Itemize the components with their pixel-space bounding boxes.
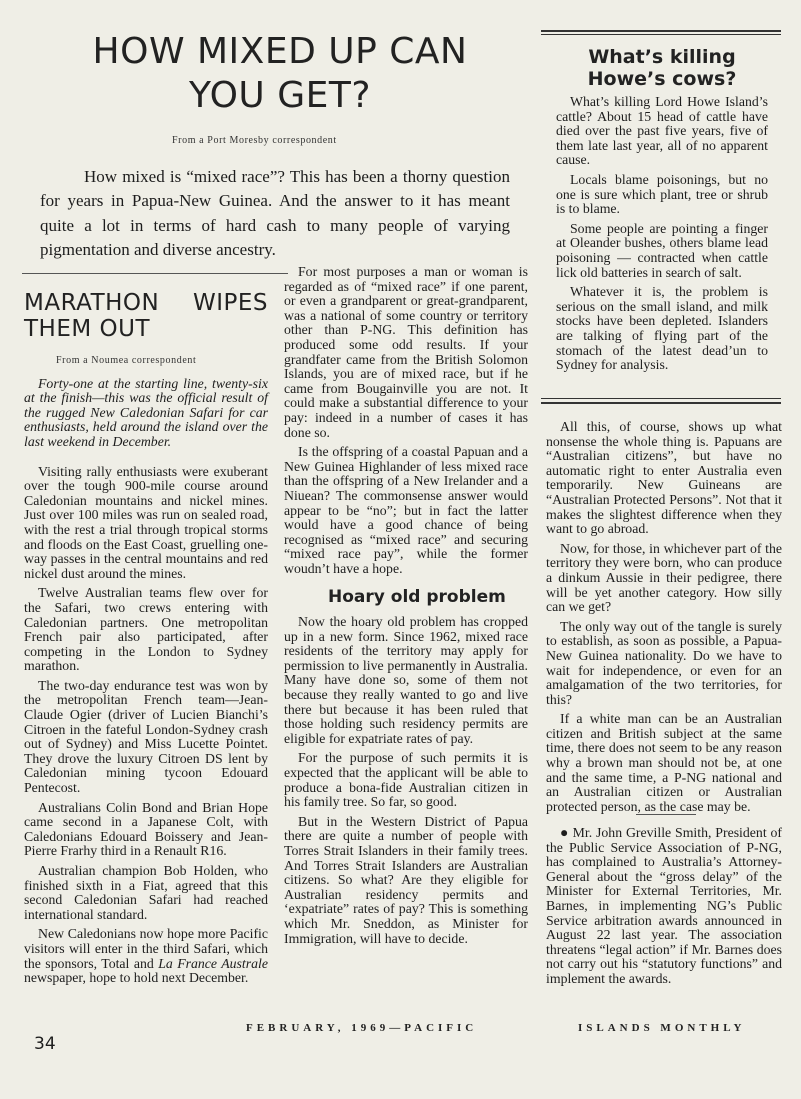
- box-bottom-rule: [541, 402, 781, 404]
- body-paragraph: Now the hoary old problem has cropped up in a new form. Since 1962, mixed race residents of the territory may apply for permission to live permanently in Australia. Many have done so, some of them not because they really wanted to go and live there but because it has been ruled that those holding such residency permits are eligible for expatriate rates of pay.: [284, 614, 528, 746]
- headline-line-1: HOW MIXED UP CAN: [92, 31, 468, 72]
- marathon-article: [24, 290, 268, 991]
- marathon-headline: [24, 290, 268, 342]
- cows-paragraph: What’s killing Lord Howe Island’s cattle? About 15 head of cattle have died over the past five years, five of them late last year, all of no apparent cause.: [556, 94, 768, 168]
- bullet-icon: ●: [560, 825, 569, 840]
- body-paragraph: For most purposes a man or woman is regarded as of “mixed race” if one parent, or even a grandparent or great-grandparent, was a national of some country or territory other than P-NG. This definition has produced some odd results. If your grandfater came from the British Solomon Islands, you are of mixed race, but if he came from Bougainville you are not. It could make a substantial difference to your pay: indeed in a number of cases it has done so.: [284, 264, 528, 440]
- cows-headline-line-1: What’s killing: [588, 46, 736, 68]
- public-service-item: [546, 826, 782, 992]
- marathon-headline-line-1: MARATHON WIPES: [24, 290, 268, 316]
- short-divider: [636, 814, 696, 815]
- marathon-text: newspaper, hope to hold next December.: [24, 970, 249, 986]
- footer-right: ISLANDS MONTHLY: [578, 1022, 746, 1034]
- box-top-rule: [541, 34, 781, 35]
- divider-rule: [22, 273, 288, 274]
- cows-article: [556, 46, 768, 378]
- marathon-headline-line-2: THEM OUT: [24, 316, 151, 342]
- marathon-paragraph: Australian champion Bob Holden, who finished sixth in a Fiat, agreed that this second Caledonian Safari had reached international standard.: [24, 863, 268, 922]
- marathon-text: New Caledonians now hope more Pacific visitors will enter in the third Safari, which the sponsors, Total and: [24, 926, 268, 971]
- newspaper-name: La France Australe: [158, 955, 268, 971]
- cows-headline-line-2: Howe’s cows?: [587, 68, 737, 90]
- body-paragraph: Is the offspring of a coastal Papuan and a New Guinea Highlander of less mixed race than the offspring of a New Irelander and a Niuean? The commonsense answer would appear to be “no”; but in fact the latter would have a good chance of being recognised as “mixed race” and securing “mixed race pay”, while the former woudn’t have a hope.: [284, 444, 528, 576]
- footer-left: FEBRUARY, 1969—PACIFIC: [246, 1022, 478, 1034]
- marathon-paragraph: [24, 927, 268, 985]
- body-paragraph: If a white man can be an Australian citizen and British subject at the same time, there does not seem to be any reason why a brown man should not be, at one and the same time, a P-NG national and an Australian citizen or Australian protected person, as the case may be.: [546, 711, 782, 814]
- cows-paragraph: Locals blame poisonings, but no one is sure which plant, tree or shrub is to blame.: [556, 171, 768, 217]
- marathon-byline: From a Noumea correspondent: [56, 355, 197, 366]
- cows-paragraph: Some people are pointing a finger at Oleander bushes, others blame lead poisoning — contracted when cattle lick old batteries in search of salt.: [556, 220, 768, 280]
- right-column: [546, 420, 782, 819]
- marathon-paragraph: Australians Colin Bond and Brian Hope came second in a Japanese Colt, with Caledonians Edouard Boissery and Jean-Pierre Frarhy third in a Renault R16.: [24, 799, 268, 859]
- subheading: Hoary old problem: [328, 587, 506, 608]
- marathon-intro: Forty-one at the starting line, twenty-six at the finish—this was the official result of the rugged New Caledonian Safari for car enthusiasts, held around the island over the last weekend in December.: [24, 375, 268, 449]
- marathon-paragraph: The two-day endurance test was won by the metropolitan French team—Jean-Claude Ogier (driver of Lucien Bianchi’s Citroen in the fateful London-Sydney crash out of Sydney) and Miss Lucette Pointet. They drove the luxury Citroen DS lent by Caledonian mining tycoon Edouard Pentecost.: [24, 677, 268, 796]
- page-number: 34: [34, 1034, 56, 1054]
- body-paragraph: For the purpose of such permits it is expected that the applicant will be able to produce a bona-fide Australian citizen in his family tree. So far, so good.: [284, 750, 528, 810]
- headline-byline: From a Port Moresby correspondent: [172, 135, 337, 146]
- headline-line-2: YOU GET?: [189, 75, 371, 116]
- marathon-paragraph: Twelve Australian teams flew over for the Safari, two crews entering with Caledonian partners. One metropolitan French pair also participated, after competing in the London to Sydney marathon.: [24, 585, 268, 674]
- cows-paragraph: Whatever it is, the problem is serious on the small island, and milk stocks have been depleted. Islanders are talking of flying part of the stomach of the latest dead’un to Sydney for analysis.: [556, 284, 768, 373]
- body-paragraph: The only way out of the tangle is surely to establish, as soon as possible, a Papua-New Guinea nationality. Do we have to wait for independence, or even for an amalgamation of the two territories, for this?: [546, 618, 782, 707]
- box-bottom-rule: [541, 398, 781, 399]
- cows-headline: [556, 46, 768, 90]
- body-paragraph: All this, of course, shows up what nonsense the whole thing is. Papuans are “Australian citizens”, but have no automatic right to enter Australia even temporarily. New Guineans are “Australian Protected Persons”. Not that it makes the slightest difference when they want to go abroad.: [546, 419, 782, 537]
- headline: [60, 30, 500, 118]
- lead-paragraph: How mixed is “mixed race”? This has been a thorny question for years in Papua-New Guinea. And the answer to it has meant quite a lot in terms of hard cash to many people of varying pigmentation and diverse ancestry.: [40, 167, 510, 260]
- mixed-race-column: [284, 265, 528, 951]
- public-service-text: Mr. John Greville Smith, President of the Public Service Association of P-NG, has complained to Australia’s Attorney-General about the “gross delay” of the Minister for External Territories, Mr. Barnes, in implementing NG’s Public Service arbitration awards announced in August 22 last year. The association threatens “legal action” if Mr. Barnes does not carry out his “statutory functions” and implement the awards.: [546, 825, 783, 986]
- body-paragraph: [546, 826, 782, 987]
- body-paragraph: But in the Western District of Papua there are quite a number of people with Torres Strait Islanders in their family trees. And Torres Strait Islanders are Australian citizens. So what? Are they eligible for Australian residency permits and ‘expatriate” rates of pay? This is something which Mr. Sneddon, as Minister for Immigration, will have to decide.: [284, 813, 528, 946]
- box-top-rule: [541, 30, 781, 32]
- marathon-paragraph: Visiting rally enthusiasts were exuberant over the tough 900-mile course around Caledonian mountains and nickel mines. Just over 100 miles was run on sealed road, with the rest a trial through tropical storms and floods on the East Coast, gruelling one-way passes in the central mountains and red nickel dust around the mines.: [24, 463, 268, 581]
- body-paragraph: Now, for those, in whichever part of the territory they were born, who can produce a dinkum Aussie in their pedigree, there will be yet another category. How silly can we get?: [546, 540, 782, 615]
